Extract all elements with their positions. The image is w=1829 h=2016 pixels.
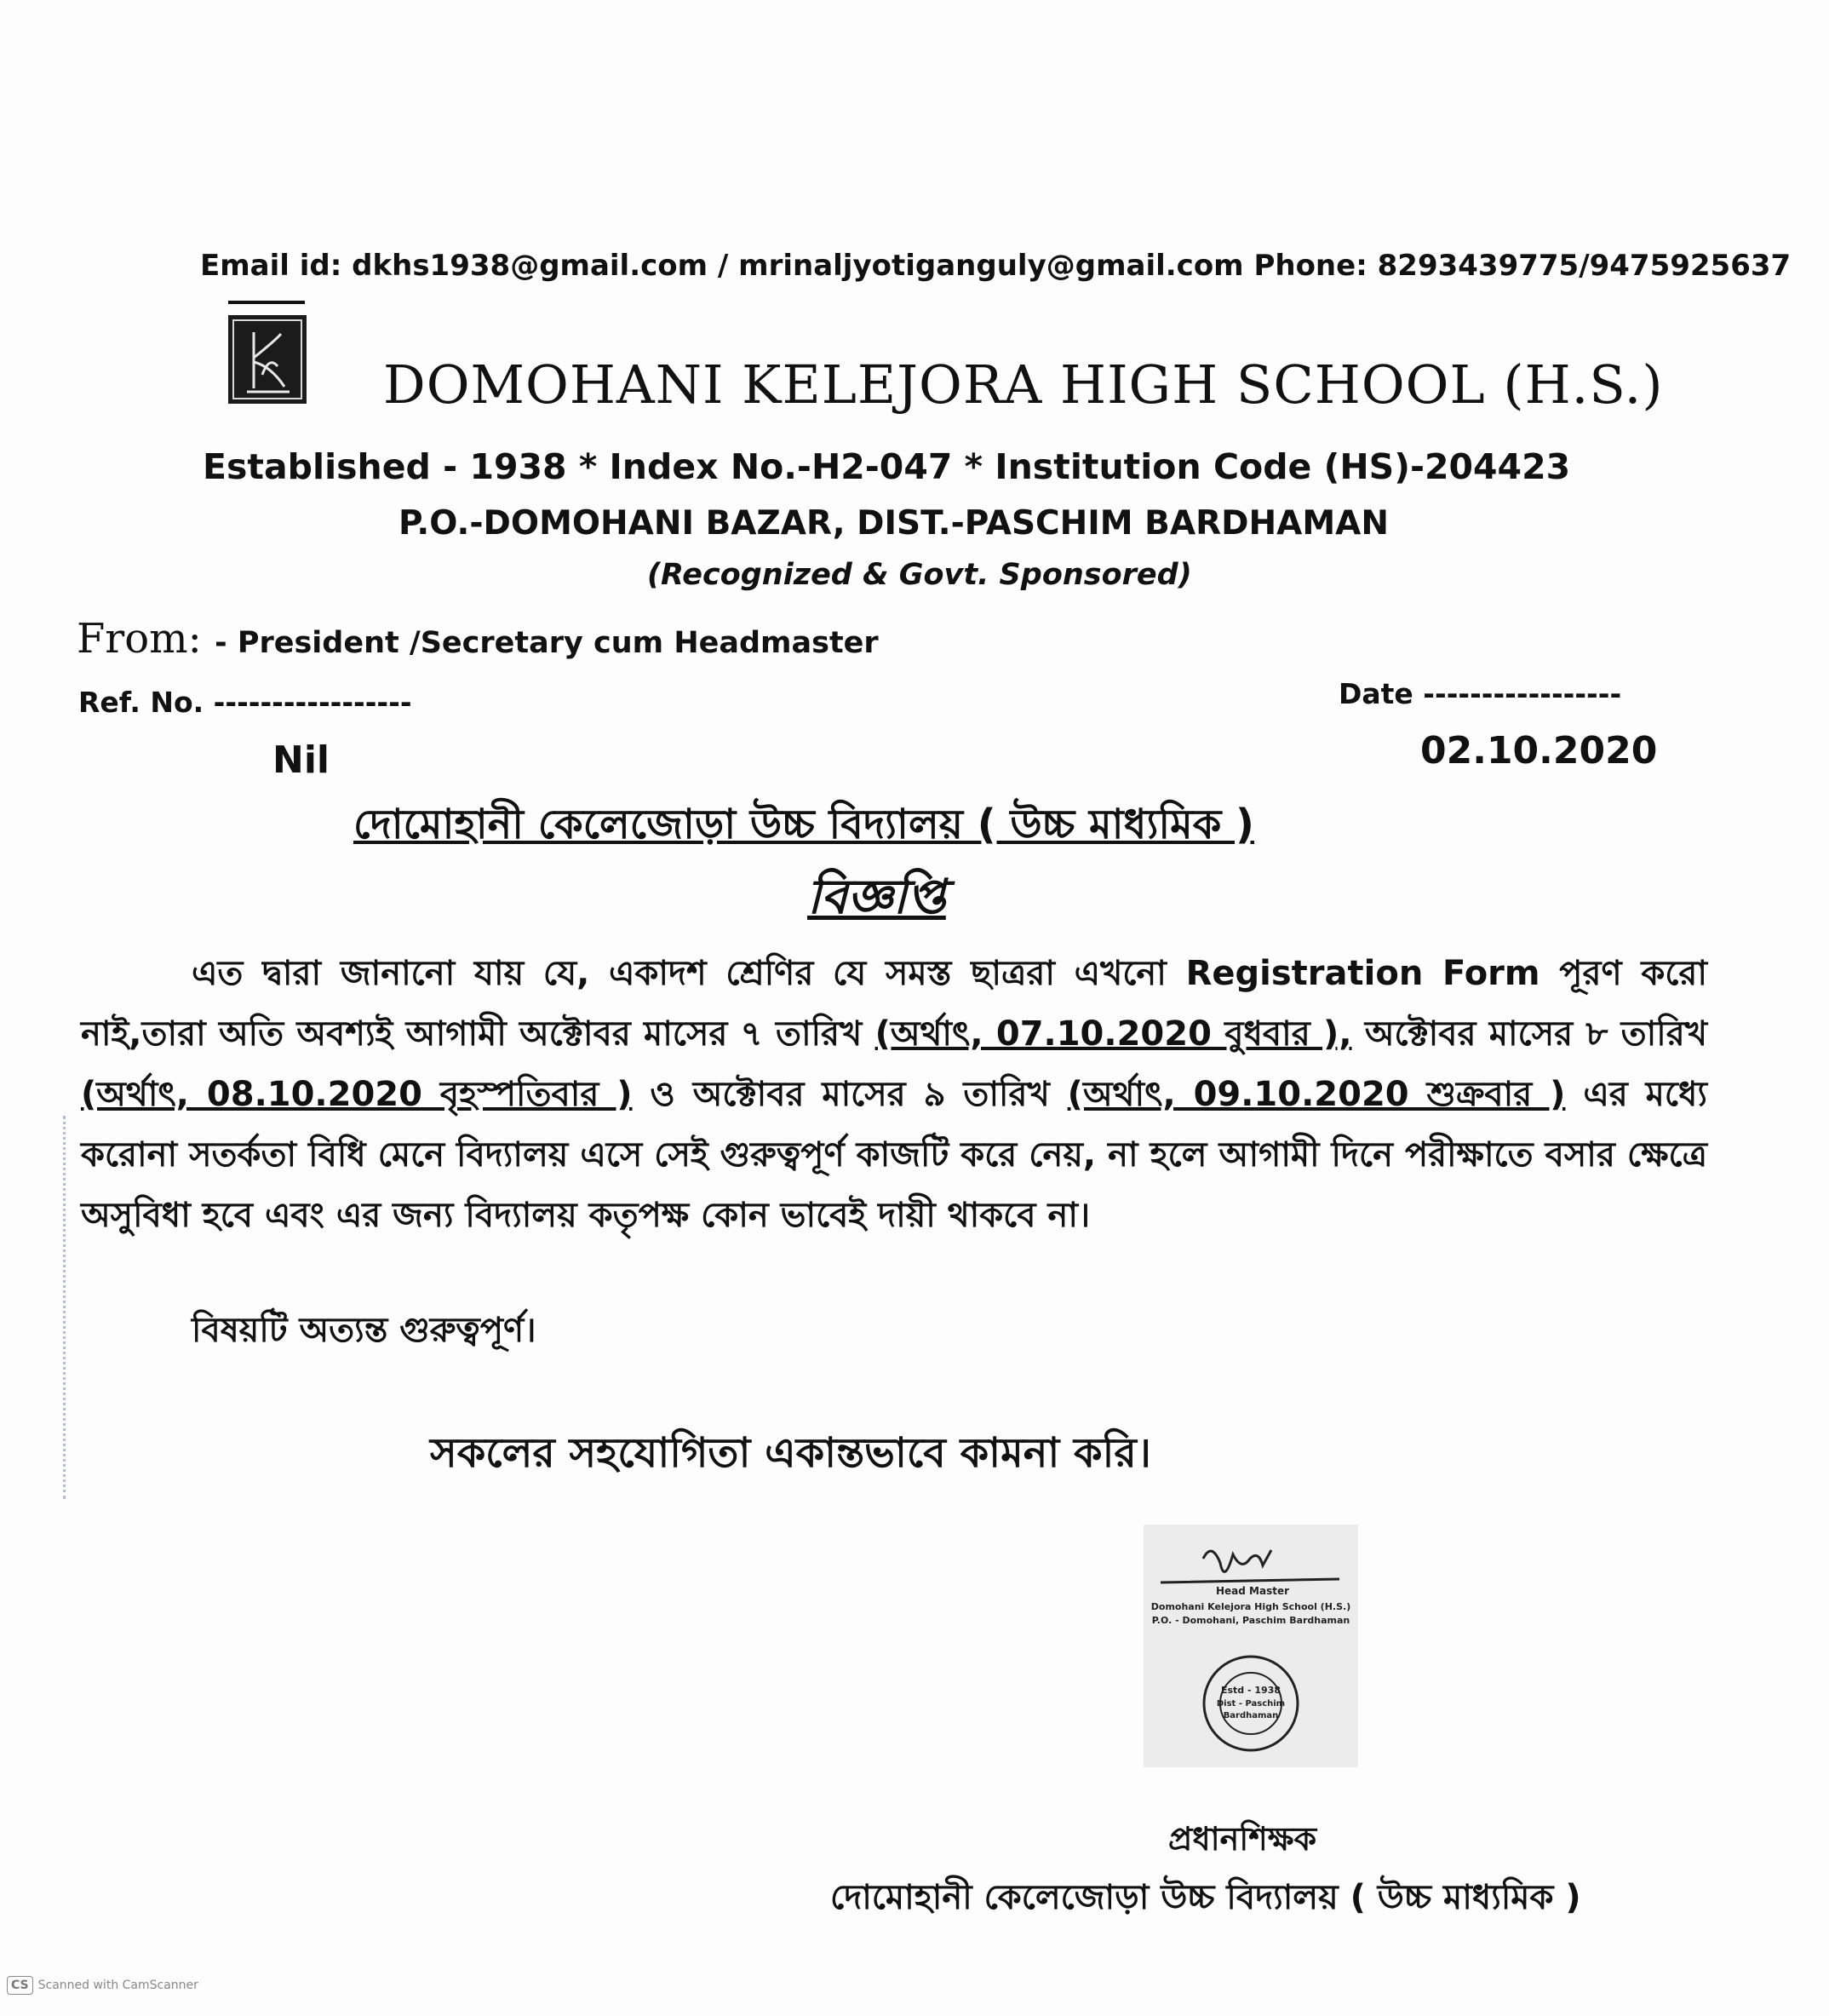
notice-date-2: (অর্থাৎ, 08.10.2020 বৃহস্পতিবার ) [81, 1075, 633, 1114]
cooperation-request: সকলের সহযোগিতা একান্তভাবে কামনা করি। [430, 1429, 1151, 1477]
seal-line-2: Dist - Paschim [1216, 1699, 1286, 1709]
date-label: Date ----------------- [1339, 677, 1622, 710]
from-line [77, 615, 879, 663]
scanner-text: Scanned with CamScanner [37, 1979, 198, 1992]
notice-body-part-3: ও অক্টোবর মাসের ৯ তারিখ [632, 1075, 1068, 1114]
important-note: বিষয়টি অত্যন্ত গুরুত্বপূর্ণ। [192, 1311, 536, 1350]
ref-label: Ref. No. ----------------- [78, 686, 412, 719]
signature-scribble [1161, 1550, 1339, 1582]
headmaster-stamp [1144, 1525, 1358, 1767]
school-name-bengali: দোমোহানী কেলেজোড়া উচ্চ বিদ্যালয় ( উচ্চ মাধ্যমিক ) [353, 801, 1254, 848]
notice-body [81, 944, 1707, 1246]
notice-body-part-4: এর মধ্যে করোনা সতর্কতা বিধি মেনে বিদ্যালয় এসে সেই গুরুত্বপূর্ণ কাজটি করে নেয়, না হলে আগামী দিনে পরীক্ষাতে বসার ক্ষেত্রে অসুবিধা হবে এবং এর জন্য বিদ্যালয় কতৃপক্ষ কোন ভাবেই দায়ী থাকবে না। [81, 1075, 1707, 1235]
margin-stamp-trace [63, 1116, 72, 1499]
notice-date-1: (অর্থাৎ, 07.10.2020 বুধবার ), [874, 1014, 1352, 1054]
stamp-address: P.O. - Domohani, Paschim Bardhaman [1151, 1615, 1350, 1626]
notice-date-3: (অর্থাৎ, 09.10.2020 শুক্রবার ) [1067, 1075, 1566, 1114]
notice-body-part-2: অক্টোবর মাসের ৮ তারিখ [1351, 1014, 1707, 1054]
school-name: DOMOHANI KELEJORA HIGH SCHOOL (H.S.) [383, 353, 1664, 416]
contact-line: Email id: dkhs1938@gmail.com / mrinaljyotiganguly@gmail.com Phone: 8293439775/9475925637 [200, 249, 1792, 283]
logo-rule [228, 301, 305, 304]
signatory-school: দোমোহানী কেলেজোড়া উচ্চ বিদ্যালয় ( উচ্চ মাধ্যমিক ) [830, 1878, 1581, 1917]
ref-value: Nil [272, 738, 330, 782]
date-value: 02.10.2020 [1420, 729, 1658, 773]
seal-line-1: Estd - 1938 [1220, 1685, 1281, 1696]
school-logo-icon [228, 315, 307, 404]
camscanner-icon: CS [7, 1976, 33, 1995]
signatory-designation: প্রধানশিক্ষক [1168, 1820, 1317, 1858]
notice-heading: বিজ্ঞপ্তি [807, 870, 946, 925]
notice-body-part-1: এত দ্বারা জানানো যায় যে, একাদশ শ্রেণির যে সমস্ত ছাত্ররা এখনো Registration Form পূরণ করো নাই,তারা অতি অবশ্যই আগামী অক্টোবর মাসের ৭ তারিখ [81, 954, 1707, 1054]
from-value: - President /Secretary cum Headmaster [215, 626, 879, 660]
address-line: P.O.-DOMOHANI BAZAR, DIST.-PASCHIM BARDHAMAN [398, 504, 1389, 543]
seal-line-3: Bardhaman [1223, 1711, 1279, 1720]
established-line: Established - 1938 * Index No.-H2-047 * Institution Code (HS)-204423 [203, 446, 1571, 487]
from-label: From: [77, 615, 202, 663]
scanner-watermark [7, 1976, 198, 1995]
recognition-line: (Recognized & Govt. Sponsored) [647, 558, 1192, 592]
stamp-title: Head Master [1215, 1585, 1290, 1597]
stamp-school: Domohani Kelejora High School (H.S.) [1150, 1601, 1351, 1612]
